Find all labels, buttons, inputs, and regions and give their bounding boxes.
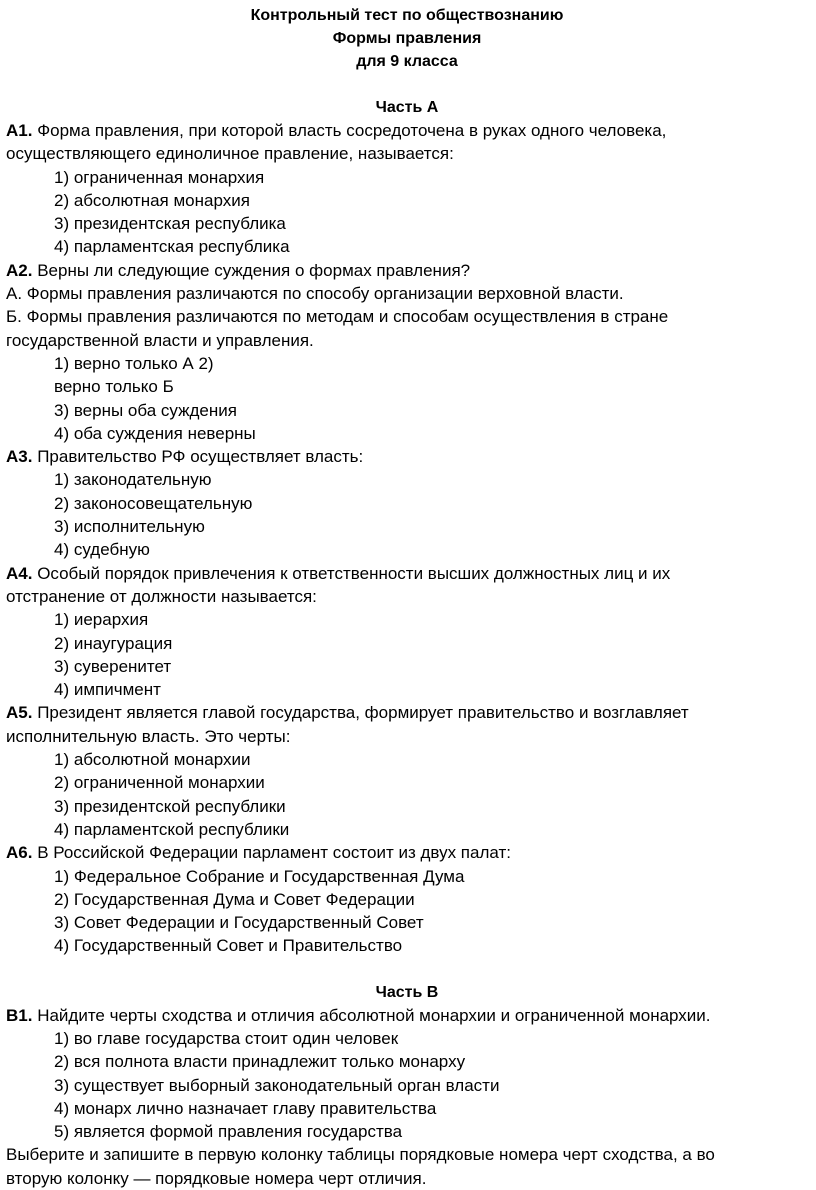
answer-option: 3) верны оба суждения (54, 400, 237, 420)
question-text: В Российской Федерации парламент состоит из двух палат: (32, 843, 511, 863)
question-a5 (6, 701, 808, 724)
answer-option: 3) исполнительную (54, 517, 205, 537)
statement-b-cont: государственной власти и управления. (6, 330, 314, 350)
answer-option: 1) абсолютной монархии (54, 750, 251, 770)
answer-option: 4) монарх лично назначает главу правительства (54, 1098, 437, 1118)
instruction-text-cont: вторую колонку — порядковые номера черт отличия. (6, 1168, 427, 1188)
statement-a: А. Формы правления различаются по способу организации верховной власти. (6, 284, 624, 304)
answer-option: 4) судебную (54, 540, 150, 560)
answer-option: 1) законодательную (54, 470, 212, 490)
question-a3 (6, 445, 808, 468)
answer-option: 1) ограниченная монархия (54, 167, 265, 187)
question-number: А2. (6, 260, 33, 280)
answer-option: 2) вся полнота власти принадлежит только монарху (54, 1052, 466, 1072)
question-number: А5. (6, 703, 33, 723)
question-text: Президент является главой государства, формирует правительство и возглавляет (32, 703, 689, 723)
question-text: Особый порядок привлечения к ответственности высших должностных лиц и их (32, 563, 671, 583)
question-a1 (6, 119, 808, 142)
question-text-cont: осуществляющего единоличное правление, называется: (6, 144, 454, 164)
question-text: Правительство РФ осуществляет власть: (32, 447, 364, 467)
answer-option: 1) Федеральное Собрание и Государственная Дума (54, 866, 465, 886)
answer-option: 3) существует выборный законодательный орган власти (54, 1075, 500, 1095)
answer-option: 2) Государственная Дума и Совет Федерации (54, 889, 415, 909)
question-text-cont: исполнительную власть. Это черты: (6, 726, 291, 746)
answer-option: 4) Государственный Совет и Правительство (54, 936, 403, 956)
question-text: Найдите черты сходства и отличия абсолютной монархии и ограниченной монархии. (32, 1005, 711, 1025)
answer-option: 3) президентской республики (54, 796, 286, 816)
statement-b: Б. Формы правления различаются по методам и способам осуществления в стране (6, 307, 669, 327)
question-b1 (6, 1004, 808, 1027)
title-line-2: Формы правления (332, 30, 482, 47)
answer-option: 1) иерархия (54, 610, 149, 630)
question-text: Форма правления, при которой власть сосредоточена в руках одного человека, (32, 121, 667, 140)
question-number: А1. (6, 121, 33, 140)
document-title (6, 4, 808, 73)
question-number: В1. (6, 1005, 33, 1025)
instruction-text: Выберите и запишите в первую колонку таблицы порядковые номера черт сходства, а во (6, 1145, 715, 1165)
part-b-heading: Часть В (375, 983, 439, 1001)
question-number: А4. (6, 563, 33, 583)
question-a6 (6, 841, 808, 864)
answer-option: 5) является формой правления государства (54, 1122, 403, 1142)
answer-option: 2) законосовещательную (54, 493, 253, 513)
question-text-cont: отстранение от должности называется: (6, 586, 317, 606)
question-a2 (6, 259, 808, 282)
answer-option: 3) суверенитет (54, 656, 172, 676)
answer-option: 2) абсолютная монархия (54, 190, 250, 210)
answer-option: 4) импичмент (54, 680, 161, 700)
answer-option: 3) Совет Федерации и Государственный Совет (54, 913, 424, 933)
answer-option: 2) ограниченной монархии (54, 773, 265, 793)
question-a4 (6, 562, 808, 585)
answer-option: 4) парламентской республики (54, 819, 290, 839)
answer-option: 3) президентская республика (54, 214, 286, 234)
answer-option: 4) парламентская республика (54, 237, 290, 257)
question-number: А6. (6, 843, 33, 863)
title-line-3: для 9 класса (356, 53, 458, 70)
question-text: Верны ли следующие суждения о формах правления? (32, 260, 471, 280)
title-line-1: Контрольный тест по обществознанию (250, 7, 564, 24)
answer-option: 1) верно только А 2) (54, 353, 214, 373)
answer-option: верно только Б (54, 377, 174, 397)
question-number: А3. (6, 447, 33, 467)
answer-option: 1) во главе государства стоит один человек (54, 1028, 399, 1048)
answer-option: 2) инаугурация (54, 633, 173, 653)
answer-option: 4) оба суждения неверны (54, 423, 256, 443)
part-a-heading: Часть А (375, 99, 439, 116)
